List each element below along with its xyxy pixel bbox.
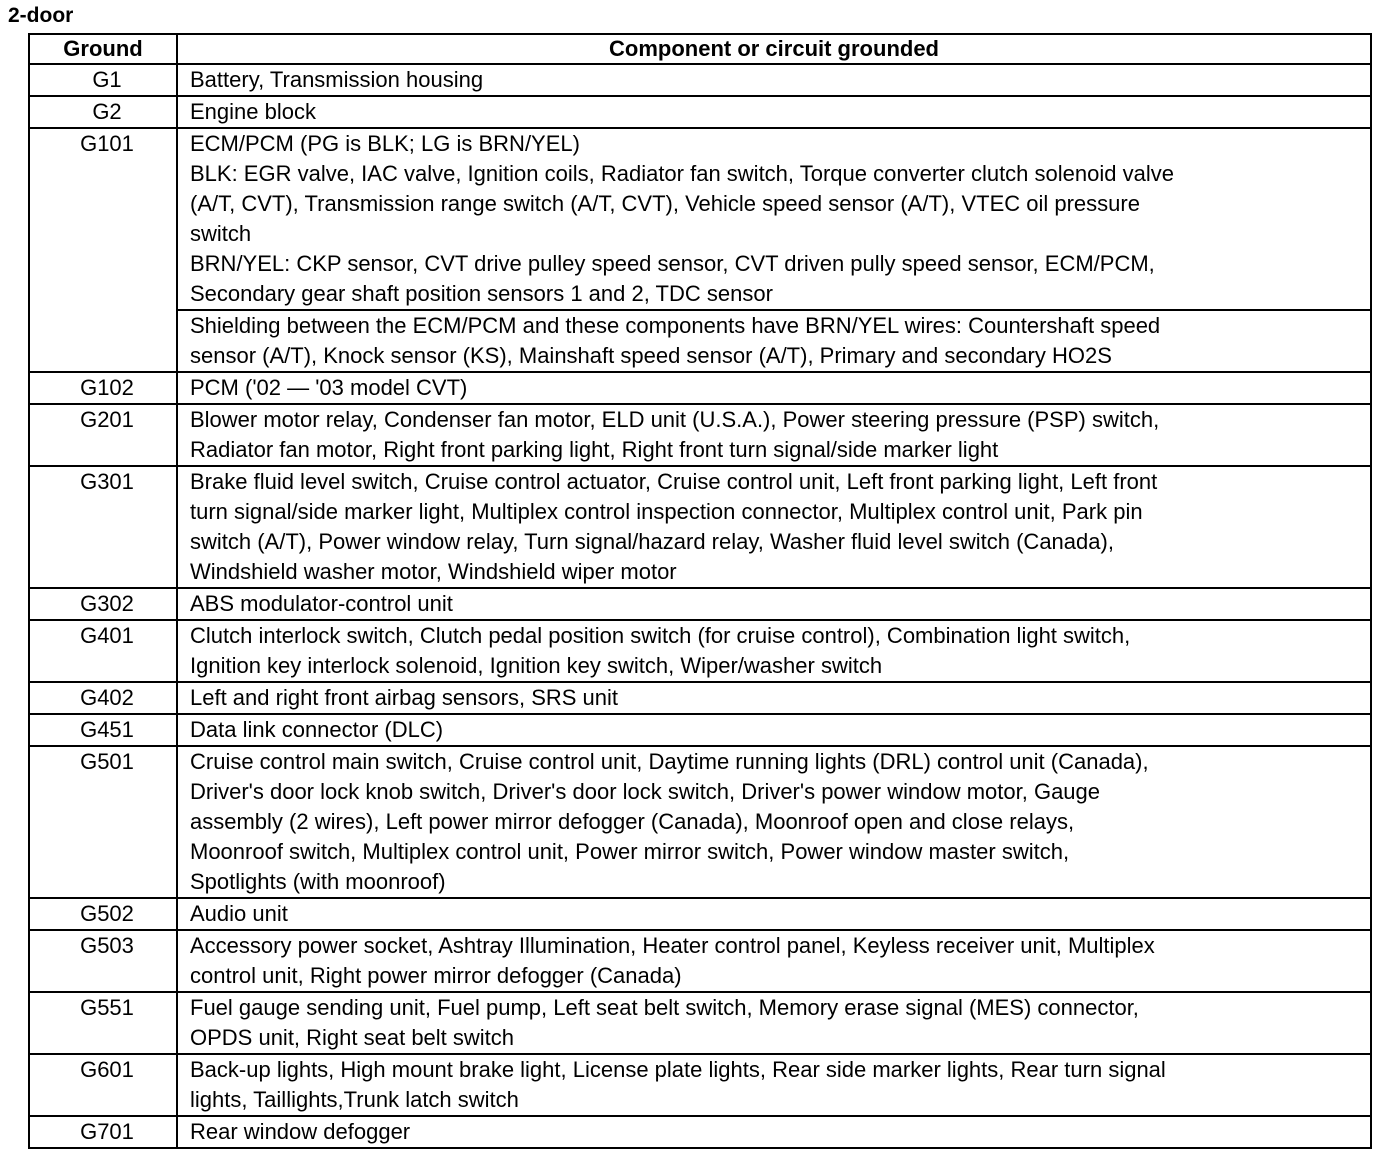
table-row <box>29 1116 1371 1148</box>
ground-id: G302 <box>29 588 177 620</box>
component-list <box>177 1054 1371 1116</box>
component-text: Data link connector (DLC) <box>190 717 444 742</box>
ground-id: G601 <box>29 1054 177 1116</box>
table-row <box>29 404 1371 466</box>
ground-id: G551 <box>29 992 177 1054</box>
component-text: Clutch interlock switch, Clutch pedal position switch (for cruise control), Combination light switch, <box>190 623 1131 648</box>
table-row <box>29 96 1371 128</box>
component-text: Back-up lights, High mount brake light, License plate lights, Rear side marker lights, Rear turn signal <box>190 1057 1166 1082</box>
component-text: Fuel gauge sending unit, Fuel pump, Left seat belt switch, Memory erase signal (MES) connector, <box>190 995 1139 1020</box>
component-text: Ignition key interlock solenoid, Ignition key switch, Wiper/washer switch <box>190 653 883 678</box>
ground-id: G101 <box>29 128 177 372</box>
table-row <box>29 128 1371 372</box>
component-text: Brake fluid level switch, Cruise control actuator, Cruise control unit, Left front parking light, Left front <box>190 469 1158 494</box>
component-text: BLK: EGR valve, IAC valve, Ignition coils, Radiator fan switch, Torque converter clutch solenoid valve <box>190 161 1174 186</box>
table-row <box>29 992 1371 1054</box>
component-list <box>177 714 1371 746</box>
table-row <box>29 930 1371 992</box>
component-text: Left and right front airbag sensors, SRS unit <box>190 685 619 710</box>
component-list <box>177 930 1371 992</box>
component-list <box>177 992 1371 1054</box>
table-row <box>29 746 1371 898</box>
component-list <box>177 404 1371 466</box>
ground-id: G402 <box>29 682 177 714</box>
component-text: Secondary gear shaft position sensors 1 and 2, TDC sensor <box>190 281 773 306</box>
component-text: PCM ('02 — '03 model CVT) <box>190 375 468 400</box>
component-text: sensor (A/T), Knock sensor (KS), Mainshaft speed sensor (A/T), Primary and secondary HO2S <box>190 343 1112 368</box>
component-text: OPDS unit, Right seat belt switch <box>190 1025 515 1050</box>
ground-id: G451 <box>29 714 177 746</box>
component-list <box>177 96 1371 128</box>
ground-id: G201 <box>29 404 177 466</box>
component-text: Cruise control main switch, Cruise control unit, Daytime running lights (DRL) control unit (Canada), <box>190 749 1149 774</box>
ground-id: G502 <box>29 898 177 930</box>
component-list <box>177 64 1371 96</box>
component-text: Engine block <box>190 99 316 124</box>
component-text: Shielding between the ECM/PCM and these components have BRN/YEL wires: Countershaft speed <box>190 313 1161 338</box>
component-text: Radiator fan motor, Right front parking light, Right front turn signal/side marker light <box>190 437 999 462</box>
component-list <box>177 588 1371 620</box>
component-text: Blower motor relay, Condenser fan motor, ELD unit (U.S.A.), Power steering pressure (PSP) switch, <box>190 407 1160 432</box>
table-body <box>29 64 1371 1148</box>
ground-id: G401 <box>29 620 177 682</box>
component-list <box>177 466 1371 588</box>
component-list <box>177 620 1371 682</box>
component-text: control unit, Right power mirror defogger (Canada) <box>190 963 682 988</box>
component-column-header: Component or circuit grounded <box>177 34 1371 64</box>
component-list <box>177 128 1371 372</box>
component-text: ABS modulator-control unit <box>190 591 453 616</box>
component-list <box>177 746 1371 898</box>
component-text: Spotlights (with moonroof) <box>190 869 446 894</box>
table-row <box>29 682 1371 714</box>
header-row <box>29 34 1371 64</box>
component-text: (A/T, CVT), Transmission range switch (A/T, CVT), Vehicle speed sensor (A/T), VTEC oil pressure <box>190 191 1140 216</box>
table-row <box>29 898 1371 930</box>
ground-id: G503 <box>29 930 177 992</box>
component-text: ECM/PCM (PG is BLK; LG is BRN/YEL) <box>190 131 580 156</box>
component-text: Audio unit <box>190 901 288 926</box>
component-text: Rear window defogger <box>190 1119 411 1144</box>
ground-id: G2 <box>29 96 177 128</box>
component-text: Windshield washer motor, Windshield wiper motor <box>190 559 677 584</box>
component-text: Moonroof switch, Multiplex control unit, Power mirror switch, Power window master switch, <box>190 839 1070 864</box>
table-row <box>29 714 1371 746</box>
table-row <box>29 372 1371 404</box>
component-text: assembly (2 wires), Left power mirror defogger (Canada), Moonroof open and close relays, <box>190 809 1075 834</box>
table-row <box>29 1054 1371 1116</box>
component-list <box>177 372 1371 404</box>
component-list <box>177 898 1371 930</box>
component-text: Accessory power socket, Ashtray Illumination, Heater control panel, Keyless receiver unit, Multiplex <box>190 933 1155 958</box>
ground-id: G1 <box>29 64 177 96</box>
shielding-subsection <box>178 309 1370 371</box>
component-text: switch (A/T), Power window relay, Turn signal/hazard relay, Washer fluid level switch (Canada), <box>190 529 1114 554</box>
ground-id: G102 <box>29 372 177 404</box>
section-title: 2-door <box>8 4 74 27</box>
ground-table <box>28 33 1372 1149</box>
component-list <box>177 682 1371 714</box>
ground-id: G501 <box>29 746 177 898</box>
component-text: Driver's door lock knob switch, Driver's door lock switch, Driver's power window motor, Gauge <box>190 779 1101 804</box>
component-text: lights, Taillights,Trunk latch switch <box>190 1087 519 1112</box>
table-row <box>29 466 1371 588</box>
table-row <box>29 620 1371 682</box>
ground-column-header: Ground <box>29 34 177 64</box>
component-list <box>177 1116 1371 1148</box>
table-row <box>29 588 1371 620</box>
component-text: BRN/YEL: CKP sensor, CVT drive pulley speed sensor, CVT driven pully speed sensor, ECM/PCM, <box>190 251 1155 276</box>
component-text: switch <box>190 221 252 246</box>
component-text: turn signal/side marker light, Multiplex control inspection connector, Multiplex control unit, Park pin <box>190 499 1143 524</box>
ground-id: G301 <box>29 466 177 588</box>
table-row <box>29 64 1371 96</box>
component-text: Battery, Transmission housing <box>190 67 484 92</box>
ground-id: G701 <box>29 1116 177 1148</box>
